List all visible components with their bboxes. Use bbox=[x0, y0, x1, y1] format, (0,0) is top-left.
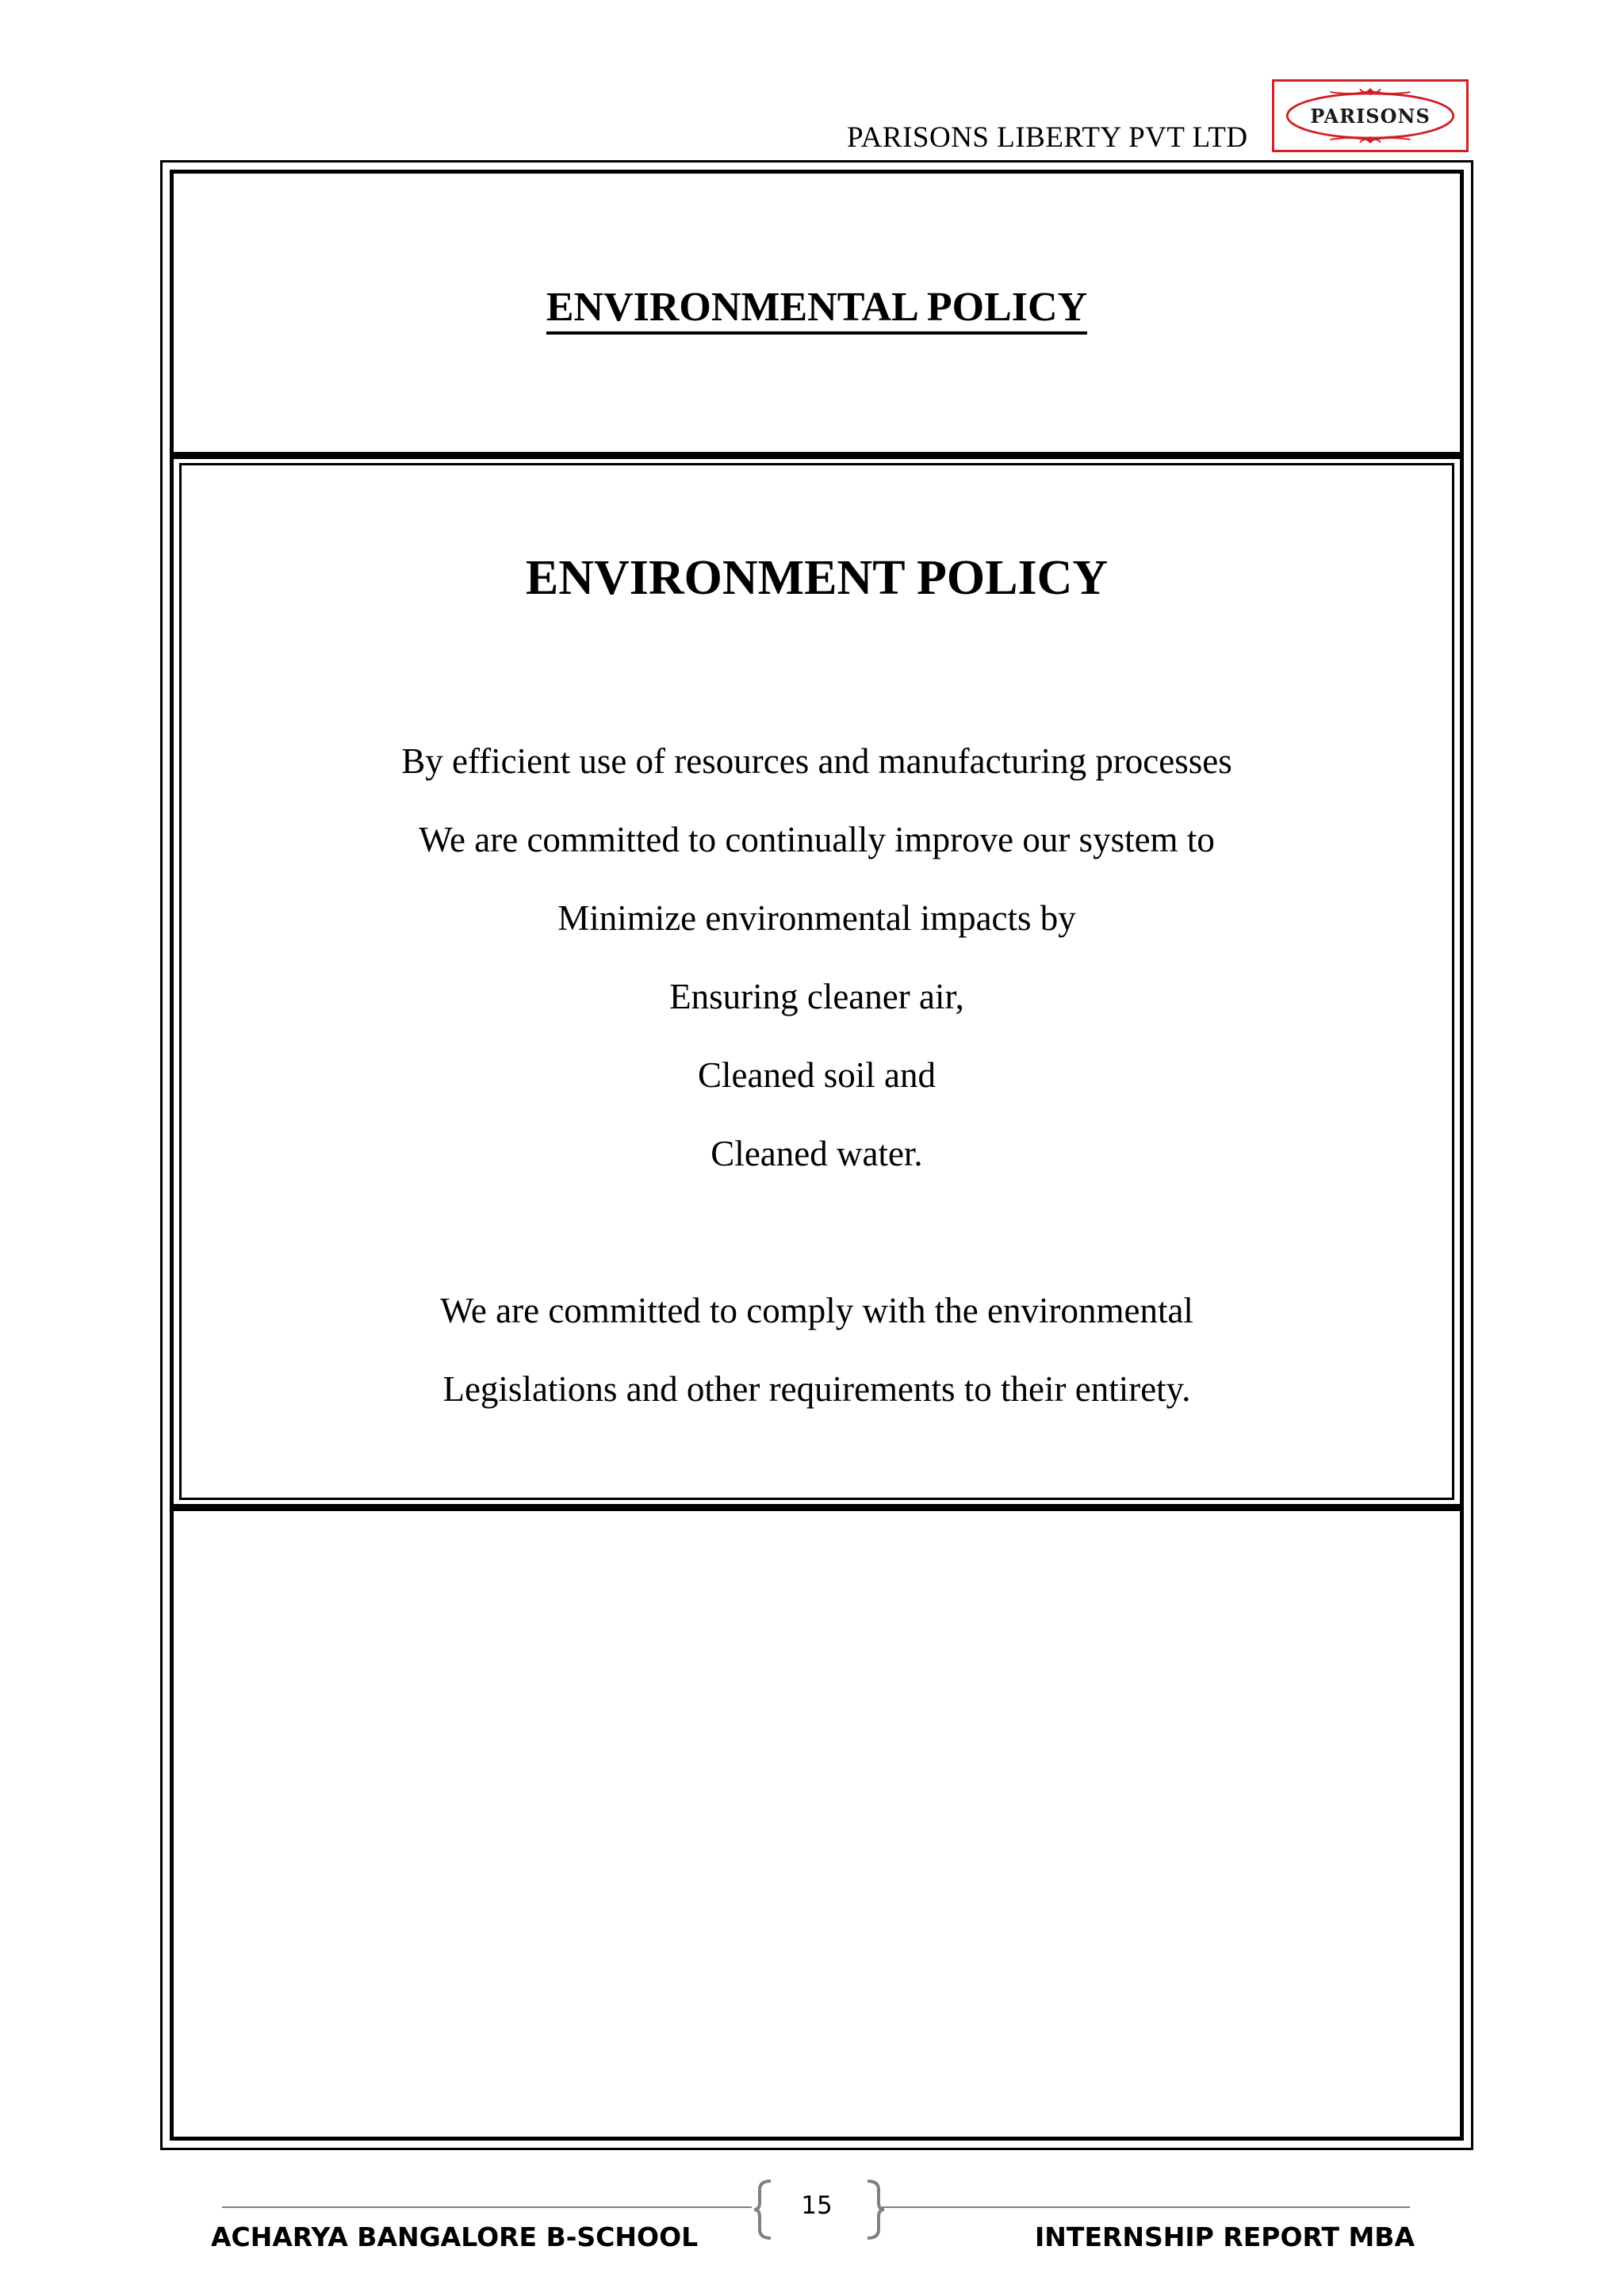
policy-line: Legislations and other requirements to their entirety. bbox=[442, 1369, 1191, 1409]
parisons-logo bbox=[1272, 79, 1469, 152]
section-title bbox=[174, 284, 1460, 331]
footer-school: ACHARYA BANGALORE B-SCHOOL bbox=[211, 2221, 699, 2252]
page-number: 15 bbox=[801, 2191, 833, 2220]
policy-text bbox=[179, 737, 1454, 1444]
policy-line: Cleaned water. bbox=[710, 1134, 923, 1173]
left-brace-icon bbox=[752, 2179, 774, 2241]
policy-line: By efficient use of resources and manufacturing processes bbox=[401, 741, 1232, 781]
policy-heading: ENVIRONMENT POLICY bbox=[525, 551, 1109, 605]
policy-line: Cleaned soil and bbox=[698, 1055, 936, 1095]
policy-line: Minimize environmental impacts by bbox=[557, 898, 1076, 938]
policy-line: We are committed to continually improve our system to bbox=[419, 820, 1215, 859]
footer-rule-right bbox=[882, 2206, 1410, 2208]
section-title-text: ENVIRONMENTAL POLICY bbox=[546, 285, 1087, 335]
company-header: PARISONS LIBERTY PVT LTD bbox=[847, 121, 1248, 154]
policy-line: Ensuring cleaner air, bbox=[669, 977, 964, 1016]
right-brace-icon bbox=[864, 2179, 887, 2241]
footer-report: INTERNSHIP REPORT MBA bbox=[1035, 2221, 1415, 2252]
footer-rule-left bbox=[222, 2206, 752, 2208]
policy-line: We are committed to comply with the environmental bbox=[440, 1291, 1193, 1330]
policy-spacer bbox=[179, 1208, 1454, 1287]
logo-text: PARISONS bbox=[1310, 105, 1431, 128]
